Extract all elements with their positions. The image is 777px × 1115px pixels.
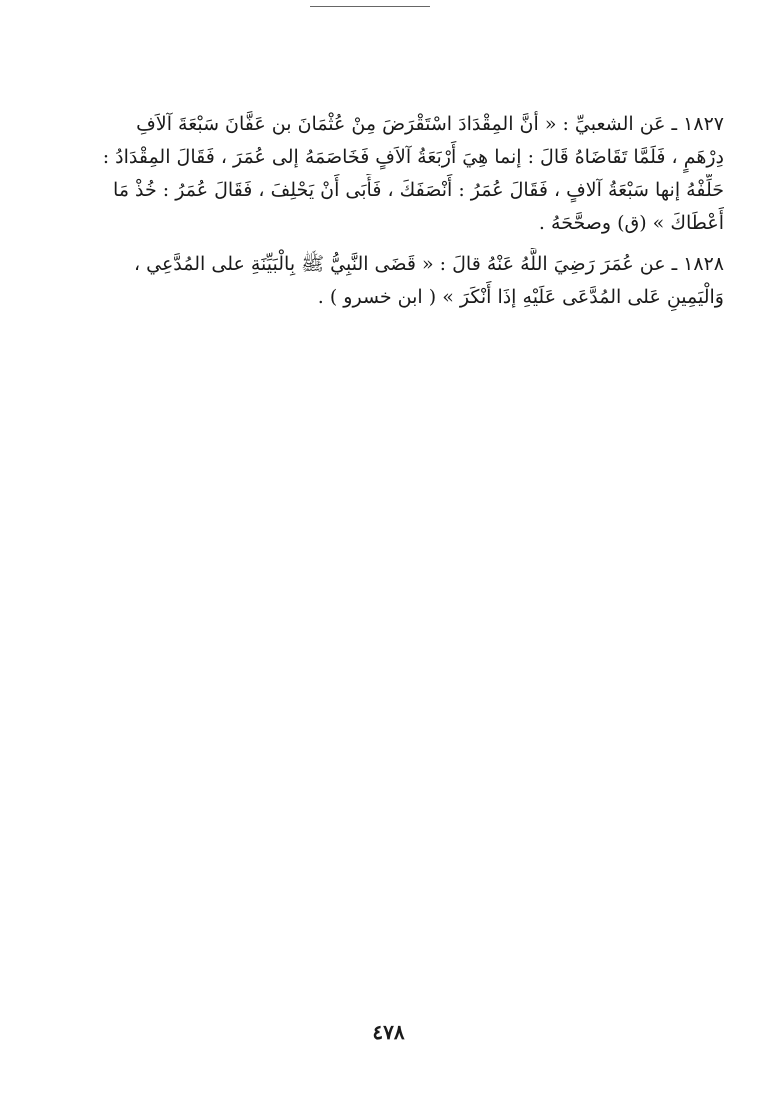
text-line: دِرْهَمٍ ، فَلَمَّا تَقَاضَاهُ قَالَ : إنما هِيَ أَرْبَعَةُ آلاَفٍ فَخَاصَمَهُ إلى عُمَرَ ، فَقَالَ المِقْدَادُ : [102, 146, 724, 168]
top-rule [310, 6, 430, 7]
hadith-1827 [58, 108, 724, 240]
hadith-1828 [58, 248, 724, 314]
text-line: ١٨٢٧ ـ عَن الشعبيِّ : « أنَّ المِقْدَادَ اسْتَقْرَضَ مِنْ عُثْمَانَ بن عَفَّانَ سَبْعَةَ آلاَفِ [136, 113, 724, 135]
text-line: وَالْيَمِينِ عَلى المُدَّعَى عَلَيْهِ إذَا أَنْكَرَ » ( ابن خسرو ) . [317, 286, 724, 308]
text-line: حَلِّفْهُ إنها سَبْعَةُ آلافٍ ، فَقَالَ عُمَرُ : أَنْصَفَكَ ، فَأَبَى أَنْ يَحْلِفَ ، فَقَالَ عُمَرُ : خُذْ مَا [113, 179, 724, 201]
page-number: ٤٧٨ [372, 1020, 405, 1044]
text-line: أَعْطَاكَ » (ق) وصحَّحَهُ . [538, 212, 724, 234]
page-content [58, 108, 724, 314]
text-line: ١٨٢٨ ـ عن عُمَرَ رَضِيَ اللَّهُ عَنْهُ قالَ : « قَضَى النَّبِيُّ ﷺ بِالْبَيِّنَةِ على المُدَّعِي ، [133, 253, 724, 275]
